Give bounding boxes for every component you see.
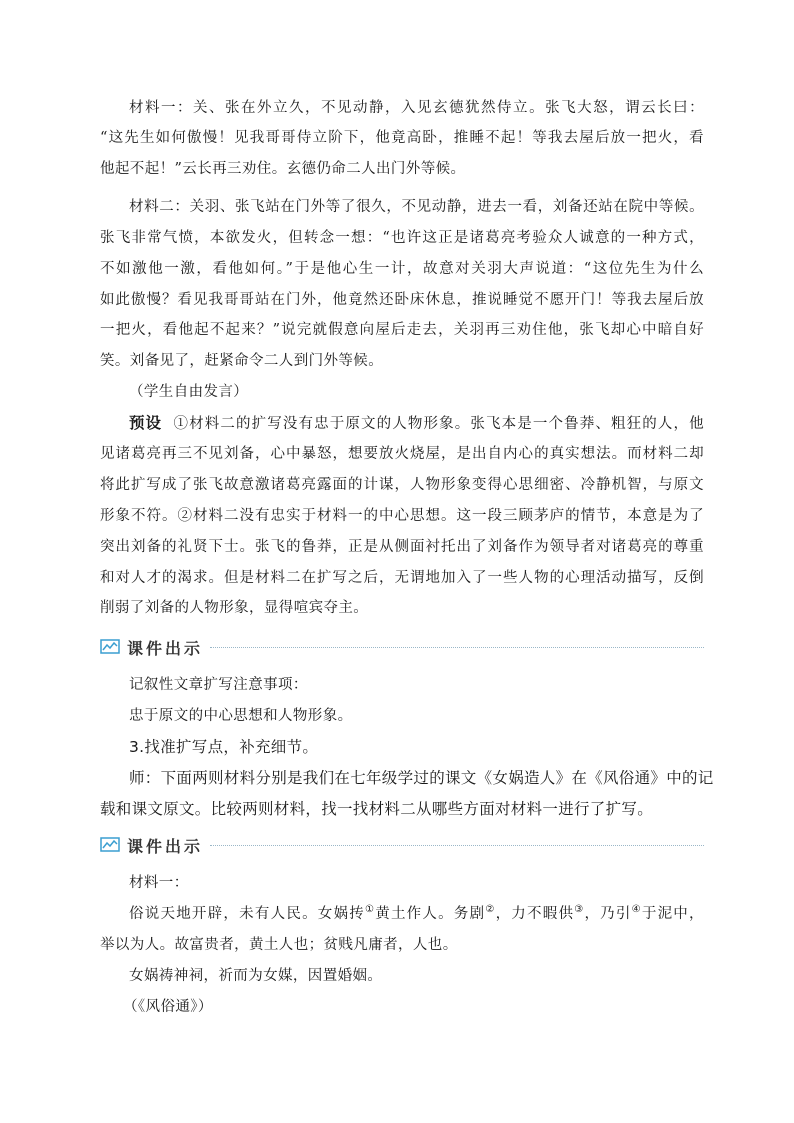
chart-icon	[100, 836, 120, 854]
preset-line-7: 削弱了刘备的人物形象，显得喧宾夺主。	[100, 600, 369, 616]
teacher-line-1: 师：下面两则材料分别是我们在七年级学过的课文《女娲造人》在《风俗通》中的记	[129, 769, 714, 787]
preset-line-4: 形象不符。②材料二没有忠实于材料一的中心思想。这一段三顾茅庐的情节，本意是为了	[100, 508, 704, 524]
section-2-line-2: 举以为人。故富贵者，黄土人也；贫贱凡庸者，人也。	[100, 937, 458, 953]
chart-icon	[100, 638, 120, 656]
footnote-marker: ②	[485, 904, 496, 916]
material-1-line-3: 他起不起！”云长再三劝住。玄德仍命二人出门外等候。	[100, 161, 466, 177]
preset-line-1	[129, 413, 704, 434]
section-2-line-3: 女娲祷神祠，祈而为女媒，因置婚姻。	[129, 968, 383, 984]
preset-line-5: 突出刘备的礼贤下士。张飞的鲁莽，正是从侧面衬托出了刘备作为领导者对诸葛亮的尊重	[100, 539, 704, 555]
section-2-line-1	[129, 904, 704, 924]
dotted-rule	[210, 845, 704, 846]
source-citation: （《风俗通》）	[123, 999, 213, 1015]
section-heading-1	[100, 635, 704, 659]
section-1-title: 课件出示	[127, 639, 204, 658]
text-span: ，乃引	[584, 906, 632, 922]
preset-text-1: ①材料二的扩写没有忠于原文的人物形象。张飞本是一个鲁莽、粗狂的人，他	[173, 416, 704, 432]
preset-label: 预设	[129, 414, 163, 432]
footnote-marker: ①	[365, 904, 376, 916]
text-span: 于泥中，	[641, 906, 704, 922]
preset-line-3: 将此扩写成了张飞故意激诸葛亮露面的计谋，人物形象变得心思细密、冷静机智，与原文	[100, 477, 704, 493]
material-2-line-2: 张飞非常气愤，本欲发火，但转念一想：“也许这正是诸葛亮考验众人诚意的一种方式，	[100, 230, 704, 246]
footnote-marker: ④	[631, 904, 642, 916]
material-2-line-1: 材料二：关羽、张飞站在门外等了很久，不见动静，进去一看，刘备还站在院中等候。	[129, 199, 704, 215]
text-span: ，力不暇供	[495, 906, 575, 922]
teacher-line-2: 载和课文原文。比较两则材料，找一找材料二从哪些方面对材料一进行了扩写。	[100, 800, 654, 818]
material-1-line-2: “这先生如何傲慢！见我哥哥侍立阶下，他竟高卧，推睡不起！等我去屋后放一把火，看	[100, 130, 704, 146]
preset-line-6: 和对人才的渴求。但是材料二在扩写之后，无谓地加入了一些人物的心理活动描写，反倒	[100, 570, 704, 586]
section-2-material-label: 材料一：	[129, 875, 189, 891]
material-2-line-4: 如此傲慢？看见我哥哥站在门外，他竟然还卧床休息，推说睡觉不愿开门！等我去屋后放	[100, 292, 704, 308]
material-1-line-1: 材料一：关、张在外立久，不见动静，入见玄德犹然侍立。张飞大怒，谓云长曰：	[129, 100, 704, 116]
dotted-rule	[210, 647, 704, 648]
section-1-line-2: 忠于原文的中心思想和人物形象。	[129, 708, 353, 724]
text-span: 俗说天地开辟，未有人民。女娲抟	[129, 906, 366, 922]
material-2-line-3: 不如激他一激，看他如何。”于是他心生一计，故意对关羽大声说道：“这位先生为什么	[100, 261, 704, 277]
section-2-title: 课件出示	[127, 837, 204, 856]
section-1-line-1: 记叙性文章扩写注意事项：	[129, 677, 308, 693]
section-heading-2	[100, 833, 704, 857]
text-span: 黄土作人。务剧	[375, 906, 486, 922]
material-2-line-6: 笑。刘备见了，赶紧命令二人到门外等候。	[100, 353, 384, 369]
step-3: 3.找准扩写点，补充细节。	[129, 738, 319, 756]
material-2-line-5: 一把火，看他起不起来？”说完就假意向屋后走去，关羽再三劝住他，张飞却心中暗自好	[100, 322, 704, 338]
footnote-marker: ③	[574, 904, 585, 916]
student-note: （学生自由发言）	[129, 384, 249, 400]
preset-line-2: 见诸葛亮再三不见刘备，心中暴怒，想要放火烧屋，是出自内心的真实想法。而材料二却	[100, 446, 704, 462]
